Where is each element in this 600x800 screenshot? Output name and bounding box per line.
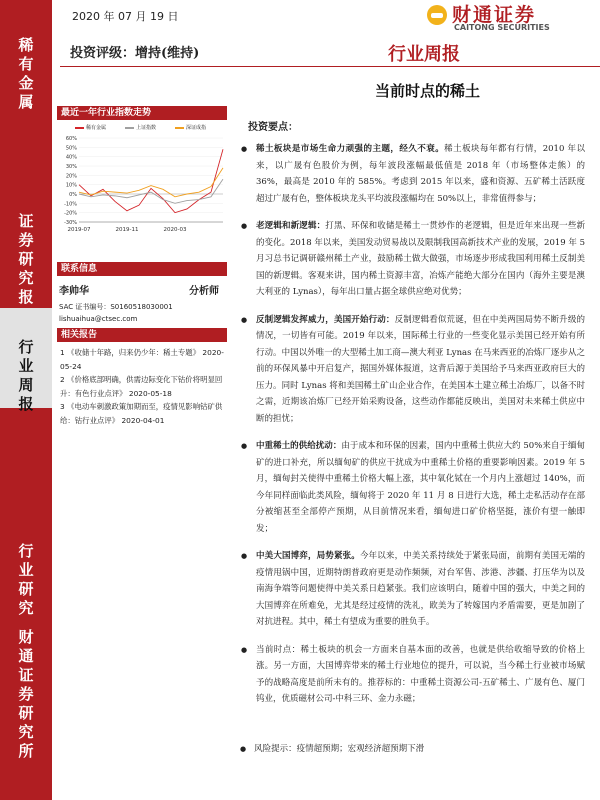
x-tick-label: 2020-03	[163, 227, 187, 233]
key-point-item: ● 反制逻辑发挥威力，美国开始行动：反制逻辑看似荒诞，但在中美两国局势不断升级的情况，一切皆有可能。2019 年以来，国际稀土行业的一些变化显示美国已经开始有所行动。中国以外唯一的大型稀土加工商—澳大利亚 Lynas 在马来西亚的冶炼厂逐步从之前的环保风暴中开启复产，据国外媒体报道，这背后源于美国给予马来西亚政府巨大的压力。同时 Lynas 将和美国稀土矿山企业合作，在美国本土建立稀土冶炼厂，以备不时之需，近期该冶炼厂已经开始采购设备，这些动作都能反映出，美国对未来稀土供应中断的担忧；	[240, 312, 585, 428]
title-divider	[60, 66, 600, 67]
risk-warning: ● 风险提示：疫情超预期；宏观经济超预期下滑	[240, 742, 424, 754]
logo-mark-icon	[426, 4, 448, 26]
analyst-role: 分析师	[189, 286, 219, 297]
report-date: 2020 年 07 月 19 日	[72, 10, 179, 23]
x-tick-label: 2019-11	[115, 227, 139, 233]
logo-text-cn: 财通证券	[452, 4, 537, 26]
related-report-1[interactable]: 1 《收储十年路，归来仍少年：稀土专题》 2020-05-24	[60, 348, 224, 371]
legend-swatch-0	[75, 127, 84, 129]
legend-swatch-1	[125, 127, 134, 129]
chart-area	[57, 120, 227, 238]
related-heading: 相关报告	[57, 328, 227, 342]
key-point-item: ● 中重稀土的供给扰动：由于成本和环保的因素，国内中重稀土供应大约 50%来自于缅甸矿的进口补充，所以缅甸矿的供应干扰成为中重稀土价格的重要影响因素。2019 年 5 月，缅甸封关使得中重稀土价格大幅上涨，其中氧化铽在一个月内上涨超过 140%，而今年同样面临此类风险，缅甸将于 2020 年 11 月 8 日进行大选，稀土走私活动存在部分被缩甚至全部停产预期，从目前情况来看，缅甸进口矿价格坚挺，涨价有望一触即发；	[240, 438, 585, 537]
analyst-panel	[57, 262, 227, 323]
index-line-chart	[57, 134, 227, 238]
related-reports-panel	[57, 328, 227, 427]
report-title: 当前时点的稀土	[374, 82, 480, 100]
y-tick-label: 50%	[65, 145, 77, 152]
analyst-name: 李帅华	[59, 286, 89, 297]
sidebar-label-top: 稀 有 金 属	[18, 36, 34, 111]
key-point-item: ● 老逻辑和新逻辑：打黑、环保和收储是稀土一贯炒作的老逻辑，但是近年来出现一些新的变化。2018 年以来，美国发动贸易战以及限制我国高新技术产业的发展，2019 年 5 月习总书记调研赣州稀土产业，鼓励稀土做大做强，市场逐步形成我国利用稀土反制美国的新逻辑。客观来讲，国内稀土资源丰富，冶炼产能绝大部分在国内（海外主要是澳大利亚的 Lynas），每年出口量占据全球供应绝对优势；	[240, 218, 585, 301]
report-type: 行业周报	[388, 44, 460, 65]
sidebar-label-report-type: 行 业 周 报	[18, 338, 34, 413]
y-tick-label: 10%	[65, 182, 77, 189]
related-report-3[interactable]: 3 《电动车刺激政策加期而至，疫情见影响钴矿供给：钴行业点评》 2020-04-01	[60, 402, 223, 425]
legend-swatch-2	[175, 127, 184, 129]
key-points-section	[240, 118, 585, 719]
analyst-email[interactable]: lishuaihua@ctsec.com	[59, 315, 138, 323]
legend-series-2: 深证成指	[175, 124, 206, 131]
related-report-2[interactable]: 2 《价格底部明确，供需边际变化下钴价将明显回升：有色行业点评》 2020-05-18	[60, 375, 223, 398]
y-tick-label: 30%	[65, 164, 77, 170]
y-tick-label: 0%	[69, 192, 77, 198]
sac-number: SAC 证书编号：S0160518030001	[59, 303, 173, 311]
key-points-list	[240, 141, 585, 708]
y-tick-label: -10%	[64, 201, 77, 208]
key-point-item: ● 稀土板块是市场生命力顽强的主题，经久不衰。稀土板块每年都有行情，2010 年以来，以广晟有色股价为例，每年波段涨幅最低值是 2018 年（市场整体走熊）的 36%，最高是 2010 年的 585%。考虑到 2015 年以来，盛和资源、五矿稀土活跃度超过广晟有色，整体板块龙头平均波段涨幅均在 50%以上，非常值得参与；	[240, 141, 585, 207]
chart-legend	[57, 124, 227, 134]
y-tick-label: -20%	[64, 210, 77, 217]
sidebar-label-mid: 证 券 研 究 报	[18, 212, 34, 306]
sidebar-label-bottom1: 行 业 研 究	[18, 542, 34, 617]
key-point-item: ● 当前时点：稀土板块的机会一方面来自基本面的改善，也就是供给收缩导致的价格上涨。另一方面，大国博弈带来的稀土行业地位的提升，可以说，当今稀土行业被市场赋予的战略高度是前所未有的。推荐标的：中重稀土资源公司-五矿稀土、广晟有色、厦门钨业，优质磁材公司-中科三环、金力永磁；	[240, 642, 585, 708]
y-tick-label: 60%	[65, 136, 77, 142]
x-tick-label: 2019-07	[67, 227, 91, 233]
key-points-title: 投资要点：	[248, 122, 298, 133]
legend-series-1: 上证指数	[125, 124, 156, 131]
chart-panel-heading: 最近一年行业指数走势	[57, 106, 227, 120]
y-tick-label: 40%	[65, 154, 77, 161]
y-tick-label: -30%	[64, 220, 77, 226]
sidebar-label-bottom2: 财 通 证 券 研 究 所	[18, 628, 34, 760]
company-logo	[422, 0, 600, 36]
index-chart-panel	[57, 106, 227, 238]
logo-text-en: CAITONG SECURITIES	[454, 23, 550, 32]
legend-series-0: 稀有金属	[75, 124, 106, 131]
investment-rating: 投资评级：增持(维持)	[70, 46, 200, 61]
y-tick-label: 20%	[65, 173, 77, 180]
key-point-item: ● 中美大国博弈，局势紧张。今年以来，中美关系持续处于紧张局面，前期有美国无端的疫情甩锅中国，近期特朗普政府更是动作频频，对台军售、涉港、涉疆、打压华为以及南海争端等问题使得中美关系日趋紧张。我们应该明白，随着中国的强大，中美之间的大国博弈在所难免，尤其是经过疫情的洗礼，欧美为了转嫁国内矛盾需要，更是加剧了对抗进程。其中，稀土有望成为重要的胜负手。	[240, 548, 585, 631]
analyst-heading: 联系信息	[57, 262, 227, 276]
